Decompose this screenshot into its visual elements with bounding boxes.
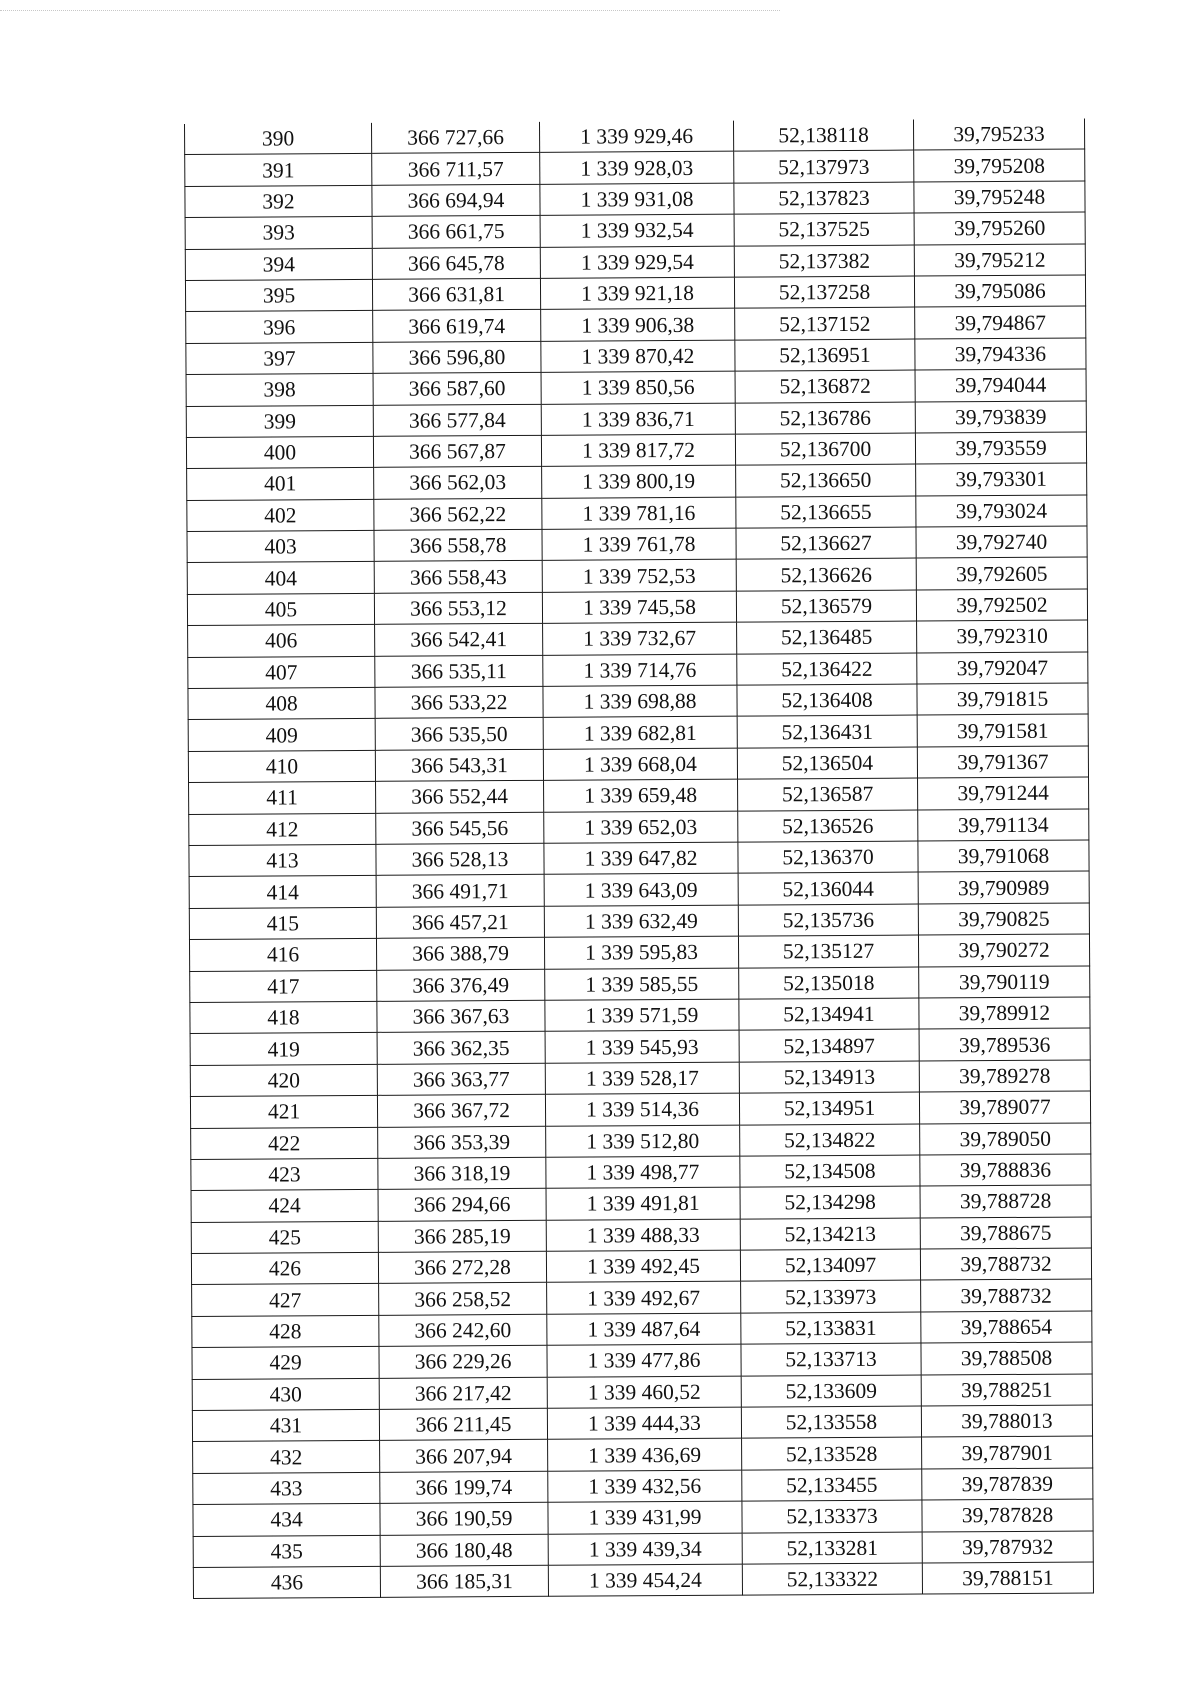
longitude-cell: 39,790825 — [918, 903, 1089, 935]
point-number-cell: 394 — [185, 248, 372, 281]
latitude-cell: 52,133831 — [741, 1312, 921, 1344]
y-coordinate-cell: 1 339 817,72 — [541, 434, 735, 467]
x-coordinate-cell: 366 217,42 — [379, 1377, 547, 1409]
longitude-cell: 39,793559 — [915, 432, 1086, 464]
point-number-cell: 420 — [190, 1064, 377, 1097]
x-coordinate-cell: 366 272,28 — [378, 1251, 546, 1283]
y-coordinate-cell: 1 339 745,58 — [542, 591, 736, 624]
x-coordinate-cell: 366 318,19 — [378, 1157, 546, 1189]
table-body — [184, 118, 1093, 1598]
longitude-cell: 39,795212 — [914, 244, 1085, 276]
y-coordinate-cell: 1 339 492,67 — [547, 1282, 741, 1315]
point-number-cell: 408 — [188, 687, 375, 720]
y-coordinate-cell: 1 339 439,34 — [548, 1533, 742, 1566]
point-number-cell: 407 — [188, 656, 375, 689]
longitude-cell: 39,793301 — [916, 463, 1087, 495]
y-coordinate-cell: 1 339 454,24 — [548, 1564, 742, 1597]
x-coordinate-cell: 366 535,50 — [375, 718, 543, 750]
latitude-cell: 52,133528 — [742, 1437, 922, 1469]
point-number-cell: 419 — [190, 1033, 377, 1066]
x-coordinate-cell: 366 528,13 — [376, 843, 544, 875]
latitude-cell: 52,136587 — [738, 778, 918, 810]
y-coordinate-cell: 1 339 652,03 — [544, 811, 738, 844]
y-coordinate-cell: 1 339 571,59 — [545, 999, 739, 1032]
latitude-cell: 52,136504 — [737, 747, 917, 779]
longitude-cell: 39,787828 — [922, 1499, 1093, 1531]
latitude-cell: 52,134913 — [739, 1061, 919, 1093]
x-coordinate-cell: 366 645,78 — [372, 247, 540, 279]
y-coordinate-cell: 1 339 932,54 — [540, 214, 734, 247]
latitude-cell: 52,133281 — [742, 1532, 922, 1564]
point-number-cell: 416 — [189, 938, 376, 971]
latitude-cell: 52,136627 — [736, 527, 916, 559]
x-coordinate-cell: 366 242,60 — [379, 1314, 547, 1346]
longitude-cell: 39,790272 — [918, 934, 1089, 966]
y-coordinate-cell: 1 339 921,18 — [540, 277, 734, 310]
longitude-cell: 39,795208 — [914, 149, 1085, 181]
latitude-cell: 52,137823 — [734, 182, 914, 214]
x-coordinate-cell: 366 711,57 — [372, 153, 540, 185]
point-number-cell: 390 — [184, 123, 371, 155]
x-coordinate-cell: 366 587,60 — [373, 372, 541, 404]
x-coordinate-cell: 366 199,74 — [380, 1471, 548, 1503]
latitude-cell: 52,133322 — [742, 1563, 922, 1595]
longitude-cell: 39,788836 — [920, 1154, 1091, 1186]
point-number-cell: 411 — [189, 782, 376, 815]
point-number-cell: 434 — [193, 1504, 380, 1537]
point-number-cell: 424 — [191, 1190, 378, 1223]
point-number-cell: 401 — [187, 468, 374, 501]
x-coordinate-cell: 366 367,63 — [377, 1000, 545, 1032]
x-coordinate-cell: 366 543,31 — [375, 749, 543, 781]
x-coordinate-cell: 366 542,41 — [375, 624, 543, 656]
x-coordinate-cell: 366 631,81 — [372, 278, 540, 310]
latitude-cell: 52,134213 — [740, 1218, 920, 1250]
x-coordinate-cell: 366 363,77 — [377, 1063, 545, 1095]
longitude-cell: 39,788251 — [921, 1374, 1092, 1406]
y-coordinate-cell: 1 339 659,48 — [544, 779, 738, 812]
y-coordinate-cell: 1 339 761,78 — [542, 528, 736, 561]
point-number-cell: 404 — [187, 562, 374, 595]
longitude-cell: 39,788732 — [921, 1279, 1092, 1311]
x-coordinate-cell: 366 562,22 — [374, 498, 542, 530]
latitude-cell: 52,136655 — [736, 496, 916, 528]
longitude-cell: 39,790989 — [918, 871, 1089, 903]
longitude-cell: 39,795260 — [914, 212, 1085, 244]
x-coordinate-cell: 366 388,79 — [376, 937, 544, 969]
latitude-cell: 52,137525 — [734, 213, 914, 245]
y-coordinate-cell: 1 339 545,93 — [545, 1030, 739, 1063]
x-coordinate-cell: 366 353,39 — [378, 1126, 546, 1158]
point-number-cell: 425 — [191, 1221, 378, 1254]
latitude-cell: 52,136626 — [736, 559, 916, 591]
longitude-cell: 39,791134 — [918, 809, 1089, 841]
y-coordinate-cell: 1 339 643,09 — [544, 874, 738, 907]
x-coordinate-cell: 366 211,45 — [379, 1408, 547, 1440]
latitude-cell: 52,134897 — [739, 1029, 919, 1061]
y-coordinate-cell: 1 339 647,82 — [544, 842, 738, 875]
y-coordinate-cell: 1 339 488,33 — [546, 1219, 740, 1252]
latitude-cell: 52,134941 — [739, 998, 919, 1030]
x-coordinate-cell: 366 558,78 — [374, 529, 542, 561]
longitude-cell: 39,794044 — [915, 369, 1086, 401]
point-number-cell: 400 — [186, 436, 373, 469]
longitude-cell: 39,792502 — [916, 589, 1087, 621]
y-coordinate-cell: 1 339 512,80 — [546, 1125, 740, 1158]
x-coordinate-cell: 366 552,44 — [376, 781, 544, 813]
point-number-cell: 406 — [188, 625, 375, 658]
y-coordinate-cell: 1 339 491,81 — [546, 1187, 740, 1220]
latitude-cell: 52,133609 — [741, 1375, 921, 1407]
x-coordinate-cell: 366 207,94 — [380, 1440, 548, 1472]
latitude-cell: 52,136422 — [737, 653, 917, 685]
y-coordinate-cell: 1 339 850,56 — [541, 371, 735, 404]
y-coordinate-cell: 1 339 698,88 — [543, 685, 737, 718]
longitude-cell: 39,794336 — [915, 338, 1086, 370]
y-coordinate-cell: 1 339 585,55 — [545, 968, 739, 1001]
y-coordinate-cell: 1 339 714,76 — [543, 654, 737, 687]
latitude-cell: 52,136526 — [738, 810, 918, 842]
longitude-cell: 39,792605 — [916, 557, 1087, 589]
latitude-cell: 52,136408 — [737, 684, 917, 716]
longitude-cell: 39,789278 — [919, 1060, 1090, 1092]
latitude-cell: 52,136951 — [735, 339, 915, 371]
latitude-cell: 52,136044 — [738, 872, 918, 904]
latitude-cell: 52,133973 — [741, 1280, 921, 1312]
latitude-cell: 52,133558 — [741, 1406, 921, 1438]
latitude-cell: 52,135736 — [738, 904, 918, 936]
point-number-cell: 397 — [186, 342, 373, 375]
point-number-cell: 396 — [186, 311, 373, 344]
y-coordinate-cell: 1 339 906,38 — [541, 308, 735, 341]
x-coordinate-cell: 366 567,87 — [373, 435, 541, 467]
longitude-cell: 39,789912 — [919, 997, 1090, 1029]
x-coordinate-cell: 366 285,19 — [378, 1220, 546, 1252]
latitude-cell: 52,136579 — [736, 590, 916, 622]
y-coordinate-cell: 1 339 436,69 — [548, 1439, 742, 1472]
longitude-cell: 39,791244 — [918, 777, 1089, 809]
point-number-cell: 403 — [187, 530, 374, 563]
x-coordinate-cell: 366 294,66 — [378, 1189, 546, 1221]
y-coordinate-cell: 1 339 929,54 — [540, 246, 734, 279]
y-coordinate-cell: 1 339 682,81 — [543, 717, 737, 750]
latitude-cell: 52,136485 — [737, 621, 917, 653]
point-number-cell: 412 — [189, 813, 376, 846]
point-number-cell: 431 — [192, 1409, 379, 1442]
longitude-cell: 39,788013 — [921, 1405, 1092, 1437]
longitude-cell: 39,787932 — [922, 1531, 1093, 1563]
latitude-cell: 52,134097 — [740, 1249, 920, 1281]
point-number-cell: 417 — [190, 970, 377, 1003]
longitude-cell: 39,795086 — [914, 275, 1085, 307]
latitude-cell: 52,134508 — [740, 1155, 920, 1187]
latitude-cell: 52,136650 — [736, 464, 916, 496]
longitude-cell: 39,791815 — [917, 683, 1088, 715]
point-number-cell: 414 — [189, 876, 376, 909]
y-coordinate-cell: 1 339 444,33 — [547, 1407, 741, 1440]
scan-edge-line — [0, 10, 780, 11]
latitude-cell: 52,134298 — [740, 1186, 920, 1218]
y-coordinate-cell: 1 339 800,19 — [542, 465, 736, 498]
point-number-cell: 422 — [191, 1127, 378, 1160]
y-coordinate-cell: 1 339 929,46 — [539, 121, 733, 153]
x-coordinate-cell: 366 619,74 — [373, 310, 541, 342]
latitude-cell: 52,133373 — [742, 1500, 922, 1532]
x-coordinate-cell: 366 362,35 — [377, 1032, 545, 1064]
longitude-cell: 39,788654 — [921, 1311, 1092, 1343]
longitude-cell: 39,787839 — [922, 1468, 1093, 1500]
x-coordinate-cell: 366 258,52 — [379, 1283, 547, 1315]
point-number-cell: 395 — [185, 279, 372, 312]
point-number-cell: 392 — [185, 185, 372, 218]
point-number-cell: 433 — [193, 1472, 380, 1505]
y-coordinate-cell: 1 339 432,56 — [548, 1470, 742, 1503]
longitude-cell: 39,788728 — [920, 1185, 1091, 1217]
longitude-cell: 39,788151 — [922, 1562, 1093, 1594]
y-coordinate-cell: 1 339 498,77 — [546, 1156, 740, 1189]
y-coordinate-cell: 1 339 431,99 — [548, 1501, 742, 1534]
point-number-cell: 399 — [186, 405, 373, 438]
x-coordinate-cell: 366 457,21 — [376, 906, 544, 938]
y-coordinate-cell: 1 339 477,86 — [547, 1344, 741, 1377]
latitude-cell: 52,136700 — [735, 433, 915, 465]
x-coordinate-cell: 366 190,59 — [380, 1502, 548, 1534]
coordinates-table-container — [184, 119, 1093, 1600]
y-coordinate-cell: 1 339 514,36 — [545, 1093, 739, 1126]
longitude-cell: 39,790119 — [919, 966, 1090, 998]
x-coordinate-cell: 366 491,71 — [376, 875, 544, 907]
point-number-cell: 415 — [189, 907, 376, 940]
y-coordinate-cell: 1 339 836,71 — [541, 403, 735, 436]
longitude-cell: 39,787901 — [922, 1436, 1093, 1468]
point-number-cell: 413 — [189, 844, 376, 877]
point-number-cell: 429 — [192, 1347, 379, 1380]
x-coordinate-cell: 366 185,31 — [380, 1565, 548, 1597]
y-coordinate-cell: 1 339 492,45 — [546, 1250, 740, 1283]
x-coordinate-cell: 366 553,12 — [374, 592, 542, 624]
point-number-cell: 421 — [190, 1095, 377, 1128]
longitude-cell: 39,791367 — [917, 746, 1088, 778]
point-number-cell: 410 — [188, 750, 375, 783]
y-coordinate-cell: 1 339 732,67 — [543, 622, 737, 655]
y-coordinate-cell: 1 339 781,16 — [542, 497, 736, 530]
point-number-cell: 402 — [187, 499, 374, 532]
longitude-cell: 39,791068 — [918, 840, 1089, 872]
latitude-cell: 52,134822 — [740, 1124, 920, 1156]
latitude-cell: 52,134951 — [739, 1092, 919, 1124]
y-coordinate-cell: 1 339 931,08 — [540, 183, 734, 216]
longitude-cell: 39,795233 — [913, 118, 1084, 150]
longitude-cell: 39,793839 — [915, 401, 1086, 433]
x-coordinate-cell: 366 562,03 — [374, 467, 542, 499]
latitude-cell: 52,136786 — [735, 402, 915, 434]
y-coordinate-cell: 1 339 928,03 — [540, 152, 734, 185]
longitude-cell: 39,788675 — [920, 1217, 1091, 1249]
latitude-cell: 52,133713 — [741, 1343, 921, 1375]
x-coordinate-cell: 366 661,75 — [372, 215, 540, 247]
point-number-cell: 398 — [186, 373, 373, 406]
point-number-cell: 428 — [192, 1315, 379, 1348]
x-coordinate-cell: 366 229,26 — [379, 1346, 547, 1378]
x-coordinate-cell: 366 577,84 — [373, 404, 541, 436]
longitude-cell: 39,794867 — [915, 306, 1086, 338]
y-coordinate-cell: 1 339 528,17 — [545, 1062, 739, 1095]
x-coordinate-cell: 366 727,66 — [371, 122, 539, 154]
y-coordinate-cell: 1 339 487,64 — [547, 1313, 741, 1346]
longitude-cell: 39,792047 — [917, 652, 1088, 684]
y-coordinate-cell: 1 339 595,83 — [544, 936, 738, 969]
point-number-cell: 432 — [193, 1441, 380, 1474]
y-coordinate-cell: 1 339 752,53 — [542, 560, 736, 593]
x-coordinate-cell: 366 535,11 — [375, 655, 543, 687]
longitude-cell: 39,793024 — [916, 495, 1087, 527]
latitude-cell: 52,136872 — [735, 370, 915, 402]
y-coordinate-cell: 1 339 668,04 — [543, 748, 737, 781]
x-coordinate-cell: 366 558,43 — [374, 561, 542, 593]
x-coordinate-cell: 366 367,72 — [377, 1094, 545, 1126]
longitude-cell: 39,789077 — [919, 1091, 1090, 1123]
latitude-cell: 52,135018 — [739, 967, 919, 999]
coordinates-table — [184, 118, 1094, 1599]
point-number-cell: 391 — [185, 154, 372, 187]
x-coordinate-cell: 366 376,49 — [377, 969, 545, 1001]
point-number-cell: 430 — [192, 1378, 379, 1411]
longitude-cell: 39,789536 — [919, 1028, 1090, 1060]
longitude-cell: 39,792740 — [916, 526, 1087, 558]
latitude-cell: 52,137382 — [734, 245, 914, 277]
latitude-cell: 52,137258 — [734, 276, 914, 308]
longitude-cell: 39,789050 — [920, 1122, 1091, 1154]
latitude-cell: 52,133455 — [742, 1469, 922, 1501]
point-number-cell: 427 — [192, 1284, 379, 1317]
latitude-cell: 52,137152 — [735, 307, 915, 339]
point-number-cell: 393 — [185, 217, 372, 250]
longitude-cell: 39,791581 — [917, 714, 1088, 746]
x-coordinate-cell: 366 545,56 — [376, 812, 544, 844]
x-coordinate-cell: 366 180,48 — [380, 1534, 548, 1566]
point-number-cell: 423 — [191, 1158, 378, 1191]
longitude-cell: 39,788732 — [920, 1248, 1091, 1280]
point-number-cell: 409 — [188, 719, 375, 752]
latitude-cell: 52,137973 — [734, 150, 914, 182]
latitude-cell: 52,135127 — [738, 935, 918, 967]
latitude-cell: 52,136370 — [738, 841, 918, 873]
point-number-cell: 436 — [193, 1566, 380, 1599]
y-coordinate-cell: 1 339 460,52 — [547, 1376, 741, 1409]
x-coordinate-cell: 366 694,94 — [372, 184, 540, 216]
longitude-cell: 39,795248 — [914, 181, 1085, 213]
latitude-cell: 52,136431 — [737, 715, 917, 747]
y-coordinate-cell: 1 339 632,49 — [544, 905, 738, 938]
x-coordinate-cell: 366 596,80 — [373, 341, 541, 373]
point-number-cell: 418 — [190, 1001, 377, 1034]
longitude-cell: 39,788508 — [921, 1342, 1092, 1374]
point-number-cell: 405 — [187, 593, 374, 626]
point-number-cell: 426 — [191, 1252, 378, 1285]
y-coordinate-cell: 1 339 870,42 — [541, 340, 735, 373]
table-row — [193, 1562, 1093, 1599]
latitude-cell: 52,138118 — [733, 120, 913, 152]
x-coordinate-cell: 366 533,22 — [375, 686, 543, 718]
point-number-cell: 435 — [193, 1535, 380, 1568]
longitude-cell: 39,792310 — [917, 620, 1088, 652]
